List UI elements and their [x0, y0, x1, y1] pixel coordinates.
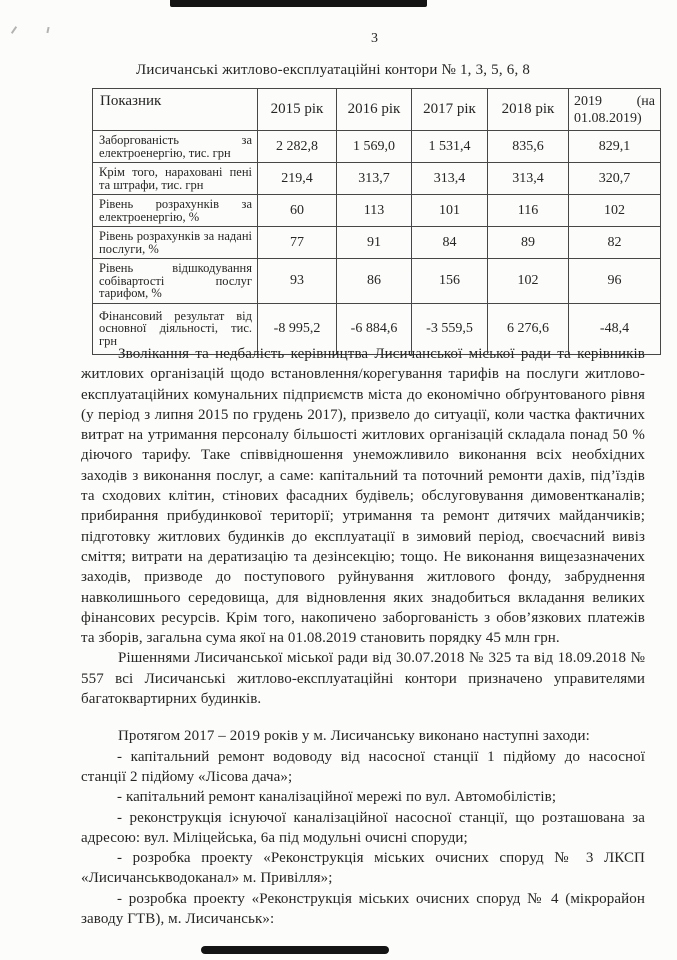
- row-label-cell: Крім того, нараховані пені та штрафи, тис. грн: [93, 163, 258, 195]
- column-header-2019: 2019 (на 01.08.2019): [569, 89, 661, 131]
- row-label-cell: Рівень розрахунків за електроенергію, %: [93, 195, 258, 227]
- column-header-indicator: Показник: [93, 89, 258, 131]
- value-cell: 102: [569, 195, 661, 227]
- value-cell: 60: [258, 195, 337, 227]
- value-cell: 101: [412, 195, 488, 227]
- value-cell: 1 531,4: [412, 131, 488, 163]
- list-item: - розробка проекту «Реконструкція міських очисних споруд № 4 (мікрорайон заводу ГТВ), м. Лисичанськ»:: [81, 890, 645, 928]
- value-cell: 219,4: [258, 163, 337, 195]
- column-header-2015: 2015 рік: [258, 89, 337, 131]
- row-label-cell: Фінансовий результат від основної діяльності, тис. грн: [93, 303, 258, 354]
- value-cell: 313,4: [488, 163, 569, 195]
- value-cell: 82: [569, 227, 661, 259]
- table-row: [93, 195, 661, 227]
- value-cell: -48,4: [569, 303, 661, 354]
- value-cell: 91: [337, 227, 412, 259]
- value-cell: 102: [488, 259, 569, 304]
- list-item: - реконструкція існуючої каналізаційної насосної станції, що розташована за адресою: вул. Міліцейська, 6а під модульні очисні споруди;: [81, 809, 645, 846]
- row-label-cell: Рівень розрахунків за надані послуги, %: [93, 227, 258, 259]
- scan-artifact-bottom-bar: [201, 946, 389, 954]
- table-row: [93, 259, 661, 304]
- value-cell: 156: [412, 259, 488, 304]
- value-cell: 320,7: [569, 163, 661, 195]
- paragraph: Рішеннями Лисичанської міської ради від 30.07.2018 № 325 та від 18.09.2018 № 557 всі Лисичанські житлово-експлуатаційні контори призначено управителями багатоквартирних будинків.: [81, 650, 645, 708]
- value-cell: 835,6: [488, 131, 569, 163]
- list-item: - капітальний ремонт каналізаційної мережі по вул. Автомобілістів;: [117, 789, 557, 806]
- value-cell: 829,1: [569, 131, 661, 163]
- document-title: Лисичанські житлово-експлуатаційні контори № 1, 3, 5, 6, 8: [136, 62, 531, 78]
- value-cell: 93: [258, 259, 337, 304]
- value-cell: 96: [569, 259, 661, 304]
- value-cell: 77: [258, 227, 337, 259]
- scan-mark: [11, 26, 17, 34]
- column-header-2017: 2017 рік: [412, 89, 488, 131]
- value-cell: 2 282,8: [258, 131, 337, 163]
- value-cell: 6 276,6: [488, 303, 569, 354]
- value-cell: 89: [488, 227, 569, 259]
- page-number: 3: [371, 31, 378, 46]
- scan-artifact-top-bar: [170, 0, 427, 7]
- paragraph: Зволікання та недбалість керівництва Лисичанської міської ради та керівників житлових організацій щодо встановлення/корегування тарифів на послуги житлово-експлуатаційних комунальних підприємств міста до економічно обґрунтованого рівня (у період з липня 2015 по грудень 2017), призвело до ситуації, коли частка фактичних витрат на утримання персоналу більшості житлових організацій складала понад 50 % діючого тарифу. Таке співвідношення унеможливило виконання всіх необхідних заходів з виконання послуг, а саме: капітальний та поточний ремонти дахів, під’їздів та сходових клітин, стінових фасадних будівель; обслуговування димовентканалів; прибирання прибудинкової території; утримання та ремонт дитячих майданчиків; підготовку житлових будинків до експлуатації в зимовий період, своєчасний вивіз сміття; витрати на дератизацію та дезінсекцію; тощо. Не виконання вищезазначених заходів, призводе до поступового руйнування житлового фонду, забруднення навколишнього середовища, для відновлення яких знадобиться вкладання великих фінансових ресурсів. Крім того, накопичено заборгованість з обов’язкових платежів та зборів, загальна сума якої на 01.08.2019 становить порядку 45 млн грн.: [81, 346, 645, 647]
- table-row: [93, 131, 661, 163]
- value-cell: 86: [337, 259, 412, 304]
- list-item: - капітальний ремонт водоводу від насосної станції 1 підйому до насосної станції 2 підйому «Лісова дача»;: [81, 748, 645, 785]
- table-row: [93, 227, 661, 259]
- value-cell: -8 995,2: [258, 303, 337, 354]
- body-text: [81, 344, 645, 929]
- measures-list: [81, 747, 645, 930]
- table-row: [93, 163, 661, 195]
- indicators-table: [92, 88, 661, 355]
- value-cell: 1 569,0: [337, 131, 412, 163]
- value-cell: -3 559,5: [412, 303, 488, 354]
- table-header-row: [93, 89, 661, 131]
- value-cell: 313,4: [412, 163, 488, 195]
- row-label-cell: Рівень відшкодування собівартості послуг тарифом, %: [93, 259, 258, 304]
- scan-mark: [46, 27, 49, 33]
- column-header-2016: 2016 рік: [337, 89, 412, 131]
- value-cell: 116: [488, 195, 569, 227]
- value-cell: 313,7: [337, 163, 412, 195]
- list-item: - розробка проекту «Реконструкція міських очисних споруд № 3 ЛКСП «Лисичанськводоканал» м. Привілля»;: [81, 850, 645, 887]
- value-cell: 84: [412, 227, 488, 259]
- value-cell: 113: [337, 195, 412, 227]
- value-cell: -6 884,6: [337, 303, 412, 354]
- paragraph: Протягом 2017 – 2019 років у м. Лисичанську виконано наступні заходи:: [118, 728, 590, 745]
- row-label-cell: Заборгованість за електроенергію, тис. грн: [93, 131, 258, 163]
- column-header-2018: 2018 рік: [488, 89, 569, 131]
